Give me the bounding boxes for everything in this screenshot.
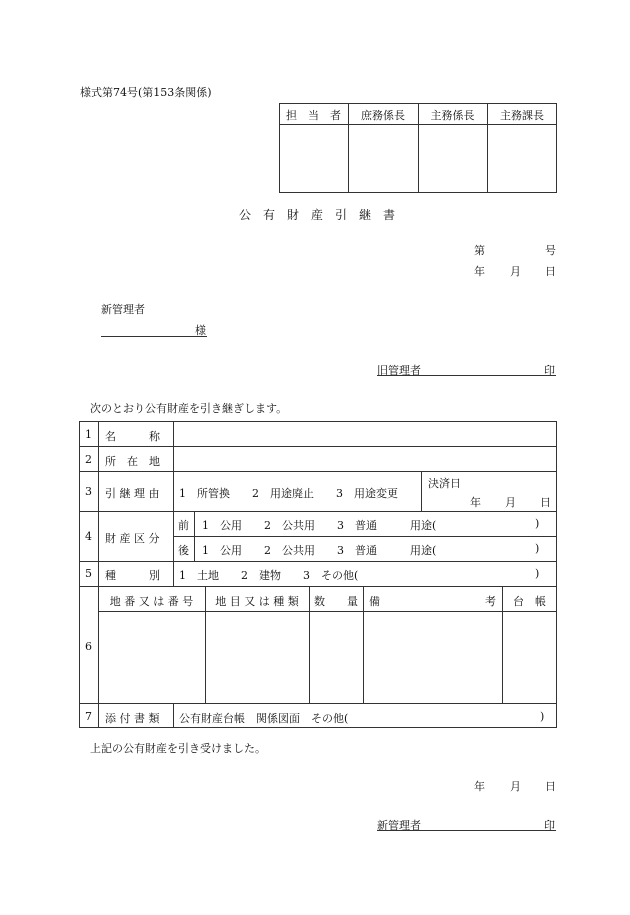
row-number-2: 2: [85, 453, 92, 466]
row-label-category: 財 産 区 分: [105, 532, 160, 545]
decision-date-label: 決済日: [428, 477, 461, 490]
category-before-close: ): [535, 517, 540, 530]
col-remarks-1: 備: [369, 595, 380, 608]
attachments-value[interactable]: 公有財産台帳 関係図面 その他(: [179, 712, 349, 725]
row-number-3: 3: [85, 485, 92, 498]
receiver-label: 新管理者: [377, 819, 421, 832]
receiver-name-line[interactable]: [377, 830, 556, 831]
category-after-close: ): [535, 542, 540, 555]
decision-year: 年: [470, 496, 481, 509]
row-number-1: 1: [85, 428, 92, 441]
reason-options[interactable]: 1 所管換 2 用途廃止 3 用途変更: [179, 487, 398, 500]
decision-day: 日: [540, 496, 551, 509]
approval-header-shomu: 庶務係長: [361, 109, 405, 122]
date-day: 日: [545, 265, 556, 278]
new-manager-name-line[interactable]: [101, 336, 207, 337]
quantity-cell[interactable]: [310, 612, 363, 703]
stamp-box-shumu-kakari[interactable]: [419, 125, 487, 192]
attachments-close: ): [540, 710, 545, 723]
approval-header-shumu-ka: 主務課長: [500, 109, 544, 122]
remarks-cell[interactable]: [364, 612, 502, 703]
lot-number-cell[interactable]: [99, 612, 205, 703]
type-options[interactable]: 1 土地 2 建物 3 その他(: [179, 569, 359, 582]
col-lot-number: 地 番 又 は 番 号: [109, 595, 194, 608]
receipt-month: 月: [510, 780, 521, 793]
old-manager-name-line[interactable]: [377, 375, 556, 376]
document-title: 公 有 財 産 引 継 書: [239, 208, 396, 222]
category-after-options[interactable]: 1 公用 2 公共用 3 普通: [202, 544, 377, 557]
date-month: 月: [510, 265, 521, 278]
ledger-cell[interactable]: [503, 612, 556, 703]
intro-text: 次のとおり公有財産を引き継ぎします。: [90, 402, 288, 415]
approval-header-tanto: 担 当 者: [286, 109, 341, 122]
stamp-box-shumu-ka[interactable]: [488, 125, 556, 192]
date-year: 年: [474, 265, 485, 278]
receipt-day: 日: [545, 780, 556, 793]
type-close: ): [535, 567, 540, 580]
receipt-year: 年: [474, 780, 485, 793]
stamp-box-tanto[interactable]: [280, 125, 348, 192]
row-number-7: 7: [85, 710, 92, 723]
receipt-text: 上記の公有財産を引き受けました。: [90, 742, 266, 755]
land-category-cell[interactable]: [206, 612, 309, 703]
col-remarks-2: 考: [485, 595, 496, 608]
row-number-6: 6: [85, 640, 92, 653]
col-ledger: 台 帳: [513, 595, 546, 608]
new-manager-label: 新管理者: [101, 303, 145, 316]
doc-number-go: 号: [545, 244, 556, 257]
new-manager-sama: 様: [195, 324, 206, 337]
category-before-options[interactable]: 1 公用 2 公共用 3 普通: [202, 519, 377, 532]
old-manager-seal: 印: [544, 364, 555, 377]
category-before-use-label: 用途(: [410, 519, 437, 532]
category-after-use-label: 用途(: [410, 544, 437, 557]
row-label-attachments: 添 付 書 類: [105, 712, 160, 725]
row-label-location: 所 在 地: [105, 455, 160, 468]
decision-month: 月: [505, 496, 516, 509]
col-land-category: 地 目 又 は 種 類: [215, 595, 299, 608]
row-label-type: 種 別: [105, 569, 160, 582]
row-label-name: 名 称: [105, 430, 160, 443]
stamp-box-shomu[interactable]: [349, 125, 418, 192]
doc-number-dai: 第: [474, 244, 485, 257]
row-number-4: 4: [85, 530, 92, 543]
approval-header-shumu-kakari: 主務係長: [430, 109, 475, 122]
old-manager-label: 旧管理者: [377, 364, 421, 377]
col-quantity: 数 量: [314, 595, 358, 608]
row-number-5: 5: [85, 567, 92, 580]
form-number: 様式第74号(第153条関係): [80, 86, 212, 99]
receiver-seal: 印: [544, 819, 555, 832]
location-field[interactable]: [174, 447, 556, 471]
category-after-label: 後: [178, 544, 189, 557]
name-field[interactable]: [174, 422, 556, 446]
category-before-label: 前: [178, 519, 189, 532]
row-label-reason: 引 継 理 由: [105, 487, 160, 500]
